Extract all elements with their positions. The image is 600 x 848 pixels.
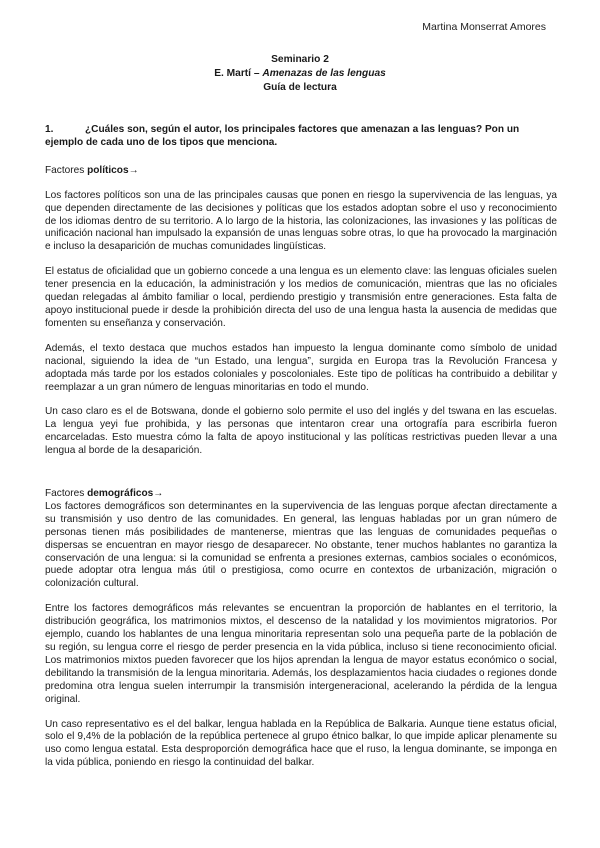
- author-name: Martina Monserrat Amores: [422, 21, 546, 33]
- section-title-prefix: Factores: [45, 488, 88, 500]
- section-title: [45, 165, 557, 178]
- document-body: [45, 124, 557, 782]
- arrow-icon: →: [128, 164, 139, 176]
- section-title-prefix: Factores: [45, 164, 88, 176]
- paragraph: Los factores políticos son una de las principales causas que ponen en riesgo la supervivencia de las lenguas, ya que dependen directamente de las decisiones y políticas que los estados adoptan sobre el uso y reconocimiento de los idiomas dentro de su territorio. A lo largo de la historia, las colonizaciones, las invasiones y las políticas de unificación nacional han impulsado la expansión de unas lenguas sobre otras, lo que ha provocado la marginación e incluso la desaparición de muchas comunidades lingüísticas.: [45, 189, 557, 253]
- paragraph: Un caso claro es el de Botswana, donde el gobierno solo permite el uso del inglés y del tswana en las escuelas. La lengua yeyi fue prohibida, y las personas que intentaron crear una ortografía para escribirla fueron encarceladas. Esto muestra cómo la falta de apoyo institucional y las políticas restrictivas pueden llevar a una lengua al borde de la desaparición.: [45, 406, 557, 457]
- arrow-icon: →: [153, 488, 164, 500]
- reference-author: E. Martí –: [214, 68, 263, 79]
- section-political: [45, 165, 557, 458]
- document-header: [0, 53, 600, 95]
- paragraph: Los factores demográficos son determinantes en la supervivencia de las lenguas porque afectan directamente a su transmisión y uso dentro de las comunidades. En general, las lenguas habladas por un gran número de personas tienen más posibilidades de mantenerse, mientras que las lenguas de comunidades pequeñas o dispersas se encuentran en mayor riesgo de desaparecer. No obstante, tener muchos hablantes no garantiza la conservación de una lengua: si la comunidad se enfrenta a presiones externas, cambios sociales o económicos, puede adoptar otra lengua más útil o prestigiosa, como ocurre en contextos de urbanización, migración o colonización cultural.: [45, 500, 557, 590]
- reference-title: Amenazas de las lenguas: [262, 68, 386, 79]
- question: [45, 124, 557, 150]
- question-number: 1.: [45, 124, 54, 135]
- paragraph: Un caso representativo es el del balkar, lengua hablada en la República de Balkaria. Aunque tiene estatus oficial, solo el 9,4% de la población de la república pertenece al grupo étnico balkar, lo que impide aplicar plenamente su uso como lengua estatal. Esta desproporción demográfica hace que el ruso, la lengua dominante, se imponga en la vida pública, poniendo en riesgo la continuidad del balkar.: [45, 718, 557, 769]
- paragraph: El estatus de oficialidad que un gobierno concede a una lengua es un elemento clave: las lenguas oficiales suelen tener presencia en la educación, la administración y los medios de comunicación, mientras que las no oficiales quedan relegadas al ámbito familiar o local, perdiendo prestigio y transmisión entre generaciones. Esta falta de apoyo institucional puede ir desde la prohibición directa del uso de una lengua hasta la ausencia de medidas que fomenten su enseñanza y conservación.: [45, 266, 557, 329]
- section-title: [45, 488, 557, 501]
- seminar-title: Seminario 2: [271, 54, 329, 65]
- guide-title: Guía de lectura: [263, 82, 337, 93]
- section-title-bold: demográficos: [87, 488, 154, 500]
- section-title-bold: políticos: [87, 164, 129, 176]
- paragraph: Entre los factores demográficos más relevantes se encuentran la proporción de hablantes en el territorio, la distribución geográfica, los matrimonios mixtos, el descenso de la natalidad y los movimientos migratorios. Por ejemplo, cuando los hablantes de una lengua minoritaria representan solo una pequeña parte de la población de su región, su lengua corre el riesgo de perder presencia en la vida pública, incluso si tiene reconocimiento oficial. Los matrimonios mixtos pueden favorecer que los hijos aprendan la lengua de mayor estatus económico o social, debilitando la transmisión de la lengua minoritaria. Además, los desplazamientos hacia ciudades o regiones donde predomina otra lengua suelen interrumpir la transmisión intergeneracional, acelerando la pérdida de la lengua original.: [45, 603, 557, 705]
- section-demographic: [45, 488, 557, 770]
- paragraph: Además, el texto destaca que muchos estados han impuesto la lengua dominante como símbolo de unidad nacional, siguiendo la idea de “un Estado, una lengua”, surgida en Europa tras la Revolución Francesa y adoptada más tarde por los estados coloniales y poscoloniales. Este tipo de políticas ha contribuido a debilitar y reemplazar a un gran número de lenguas minoritarias en todo el mundo.: [45, 342, 557, 393]
- question-text: ¿Cuáles son, según el autor, los principales factores que amenazan a las lenguas? Pon un ejemplo de cada uno de los tipos que menciona.: [45, 124, 520, 148]
- reading-reference: [0, 67, 600, 81]
